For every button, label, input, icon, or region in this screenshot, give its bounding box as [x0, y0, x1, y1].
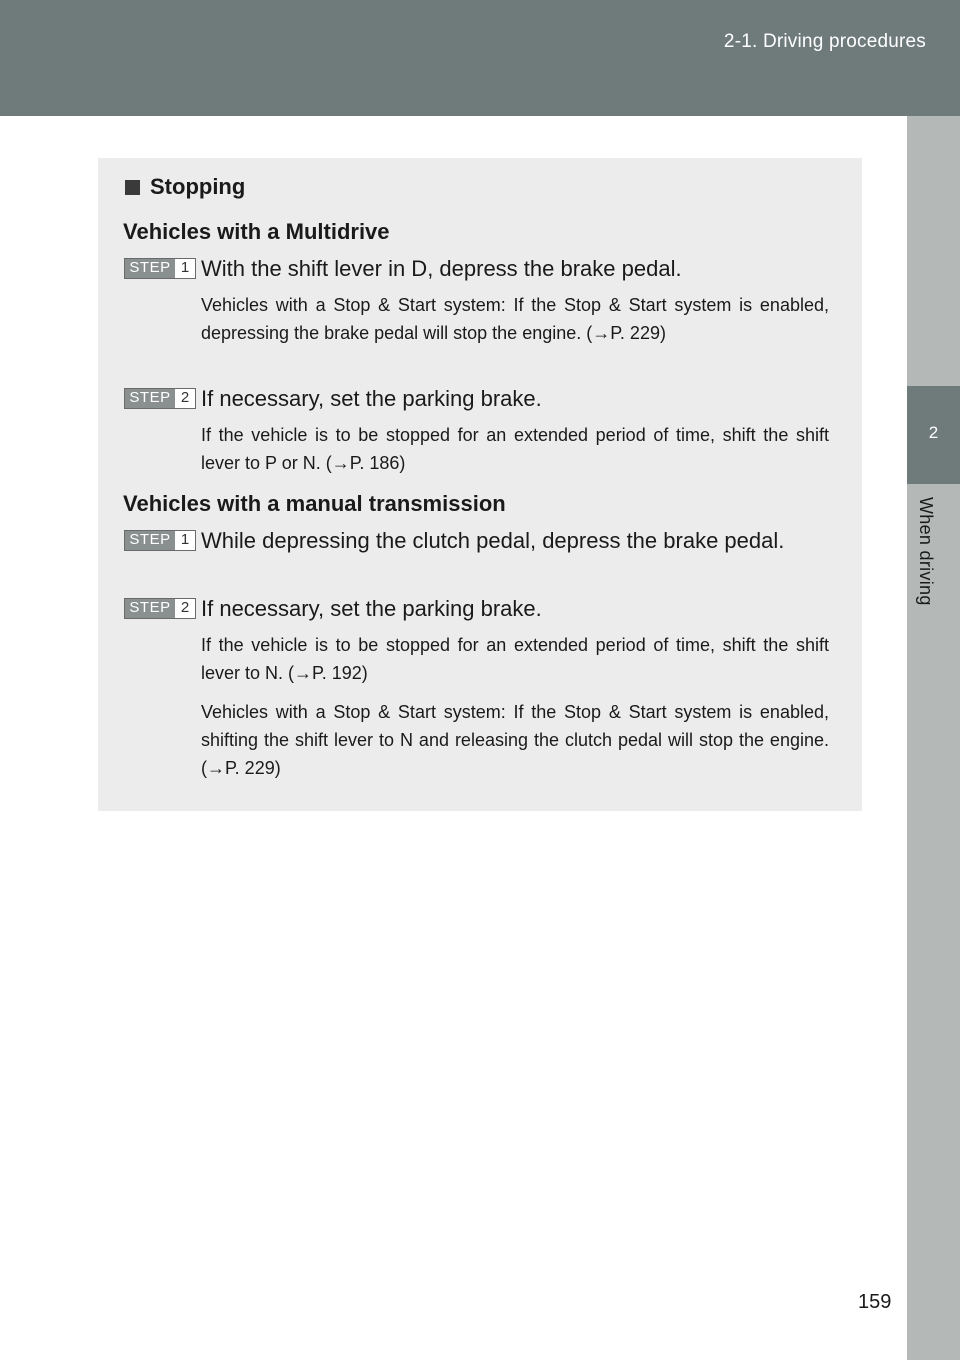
chapter-label: When driving: [916, 497, 936, 606]
step-badge-word: STEP: [125, 259, 175, 278]
side-tab-lower: [907, 484, 960, 1360]
step-badge-2: [124, 598, 196, 619]
step-note: Vehicles with a Stop & Start system: If the Stop & Start system is enabled, depressing the brake pedal will stop the engine. (→P. 229): [201, 295, 829, 343]
manual-heading: Vehicles with a manual transmission: [123, 491, 506, 516]
chapter-number-tab: 2: [907, 386, 960, 484]
step-badge-2: [124, 388, 196, 409]
step-instruction: If necessary, set the parking brake.: [201, 596, 542, 621]
step-badge-number: 2: [175, 599, 195, 618]
step-badge-number: 2: [175, 389, 195, 408]
multidrive-heading: Vehicles with a Multidrive: [123, 219, 390, 244]
side-tab-upper: [907, 116, 960, 386]
step-instruction: If necessary, set the parking brake.: [201, 386, 542, 411]
header-bar: [0, 0, 960, 116]
step-note: If the vehicle is to be stopped for an extended period of time, shift the shift lever to P or N. (→P. 186): [201, 425, 829, 473]
step-badge-word: STEP: [125, 599, 175, 618]
step-instruction: With the shift lever in D, depress the brake pedal.: [201, 256, 682, 281]
step-badge-1: [124, 258, 196, 279]
section-heading-text: Stopping: [150, 174, 246, 199]
step-badge-word: STEP: [125, 389, 175, 408]
step-note: Vehicles with a Stop & Start system: If the Stop & Start system is enabled, shifting the shift lever to N and releasing the clutch pedal will stop the engine. (→P. 229): [201, 702, 829, 778]
page-number: 159: [858, 1291, 892, 1313]
section-title: 2-1. Driving procedures: [723, 31, 926, 52]
step-badge-number: 1: [175, 259, 195, 278]
step-badge-number: 1: [175, 531, 195, 550]
step-instruction: While depressing the clutch pedal, depress the brake pedal.: [201, 528, 785, 553]
section-heading: [125, 174, 245, 200]
step-badge-word: STEP: [125, 531, 175, 550]
step-note: If the vehicle is to be stopped for an extended period of time, shift the shift lever to N. (→P. 192): [201, 635, 829, 683]
step-badge-1: [124, 530, 196, 551]
square-bullet-icon: [125, 180, 140, 195]
